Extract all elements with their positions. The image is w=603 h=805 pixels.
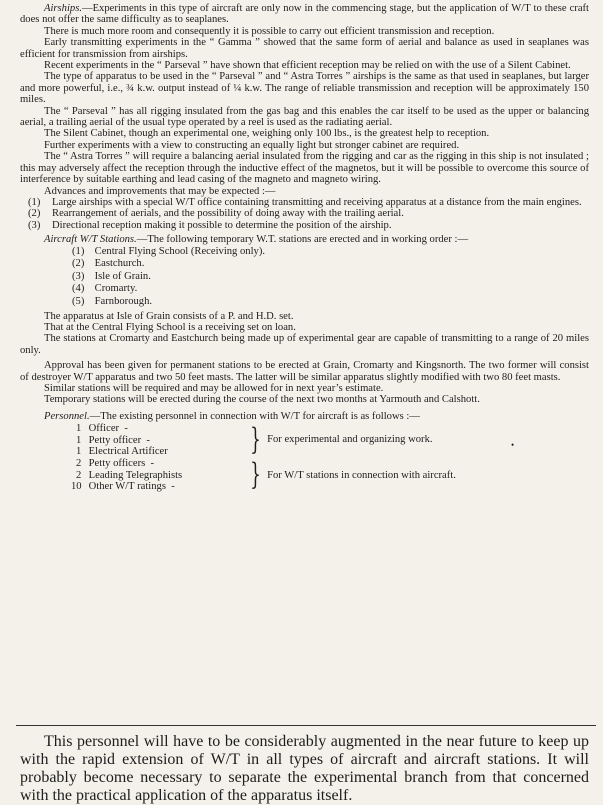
list-item: (2) Rearrangement of aerials, and the possibility of doing away with the trailing aerial. <box>28 208 404 220</box>
paragraph: The apparatus at Isle of Grain consists of a P. and H.D. set. <box>44 310 294 322</box>
personnel-table <box>20 423 589 492</box>
personnel-row: 1 Officer - <box>76 423 128 435</box>
paragraph: Early transmitting experiments in the “ Gamma ” showed that the same form of aerial and balance as used in seaplanes was efficient for transmission from airships. <box>20 37 589 60</box>
paragraph: The “ Astra Torres ” will require a balancing aerial insulated from the rigging and car as the rigging in this ship is not insulated ; this may adversely affect the reception through the inductive effect of the magnetos, but it will be possible to overcome this source of interference by suitable earthing and lead casing of the magneto and magneto wiring. <box>20 151 589 186</box>
stations-heading: Aircraft W/T Stations. <box>44 234 137 246</box>
personnel-group <box>71 457 589 493</box>
paragraph: That at the Central Flying School is a receiving set on loan. <box>44 321 296 333</box>
list-item: (1) Large airships with a special W/T office containing transmitting and receiving apparatus at a distance from the main engines. <box>28 196 582 208</box>
paragraph: Advances and improvements that may be expected :— <box>44 185 276 197</box>
personnel-row: 2 Petty officers - <box>76 458 155 470</box>
brace-icon: } <box>250 457 261 493</box>
list-item: (5) Farnborough. <box>72 295 153 307</box>
paragraph: Similar stations will be required and may be allowed for in next year’s estimate. <box>44 382 384 394</box>
brace-icon: } <box>250 422 261 458</box>
closing-paragraph: This personnel will have to be considerably augmented in the near future to keep up with the rapid extension of W/T in all types of aircraft and aircraft stations. It will probably become necessary to separate the experimental branch from that concerned with the practical application of the apparatus itself. <box>20 733 589 804</box>
stations-paragraph: Aircraft W/T Stations.—The following temporary W.T. stations are erected and in working order :— <box>44 234 469 246</box>
closing-section <box>20 733 589 805</box>
airships-intro-paragraph: Airships.—Experiments in this type of aircraft are only now in the commencing stage, but the application of W/T to these craft does not offer the same difficulty as to seaplanes. <box>20 3 589 26</box>
personnel-row: 1 Petty officer - <box>76 434 150 446</box>
list-item: (3) Directional reception making it possible to determine the position of the airship. <box>28 219 392 231</box>
list-item: (4) Cromarty. <box>72 283 138 295</box>
paragraph: The stations at Cromarty and Eastchurch being made up of experimental gear are capable of transmitting to a range of 20 miles only. <box>20 333 589 356</box>
personnel-row: 2 Leading Telegraphists <box>76 469 183 481</box>
list-item: (3) Isle of Grain. <box>72 270 151 282</box>
airships-heading: Airships. <box>44 3 82 14</box>
personnel-row: 10 Other W/T ratings - <box>71 481 175 493</box>
personnel-paragraph: Personnel.—The existing personnel in connection with W/T for aircraft is as follows :— <box>44 410 420 422</box>
paragraph: Further experiments with a view to constructing an equally light but stronger cabinet are required. <box>44 139 460 151</box>
list-item: (2) Eastchurch. <box>72 258 145 270</box>
paragraph: Approval has been given for permanent stations to be erected at Grain, Cromarty and Kingsnorth. The two former will consist of destroyer W/T apparatus and two 50 feet masts. The latter will be similar apparatus slightly modified with two 80 feet masts. <box>20 360 589 383</box>
paragraph: The type of apparatus to be used in the “ Parseval ” and “ Astra Torres ” airships is the same as that used in seaplanes, but larger and more powerful, i.e., ¾ k.w. output instead of ¼ k.w. The range of reliable transmission and reception will be approximately 150 miles. <box>20 71 589 106</box>
personnel-purpose: For experimental and organizing work. <box>267 434 433 446</box>
paragraph: Temporary stations will be erected during the course of the next two months at Yarmouth and Calshott. <box>44 394 480 406</box>
paragraph: Recent experiments in the “ Parseval ” have shown that efficient reception may be relied on with the use of a Silent Cabinet. <box>44 60 571 72</box>
paragraph: The “ Parseval ” has all rigging insulated from the gas bag and this enables the car itself to be used as the upper or balancing aerial, a trailing aerial of the usual type operated by a reel is used as the radiating aerial. <box>20 105 589 129</box>
list-item: (1) Central Flying School (Receiving only). <box>72 245 266 257</box>
stray-mark: • <box>511 440 515 450</box>
personnel-heading: Personnel. <box>44 410 90 422</box>
personnel-row: 1 Electrical Artificer <box>76 445 168 457</box>
improvements-list <box>20 197 589 231</box>
personnel-purpose: For W/T stations in connection with aircraft. <box>267 469 456 481</box>
divider <box>16 725 596 726</box>
paragraph: There is much more room and consequently it is possible to carry out efficient transmission and reception. <box>44 25 495 37</box>
stations-list <box>72 246 589 309</box>
paragraph: The Silent Cabinet, though an experimental one, weighing only 100 lbs., is the greatest help to reception. <box>44 128 490 140</box>
